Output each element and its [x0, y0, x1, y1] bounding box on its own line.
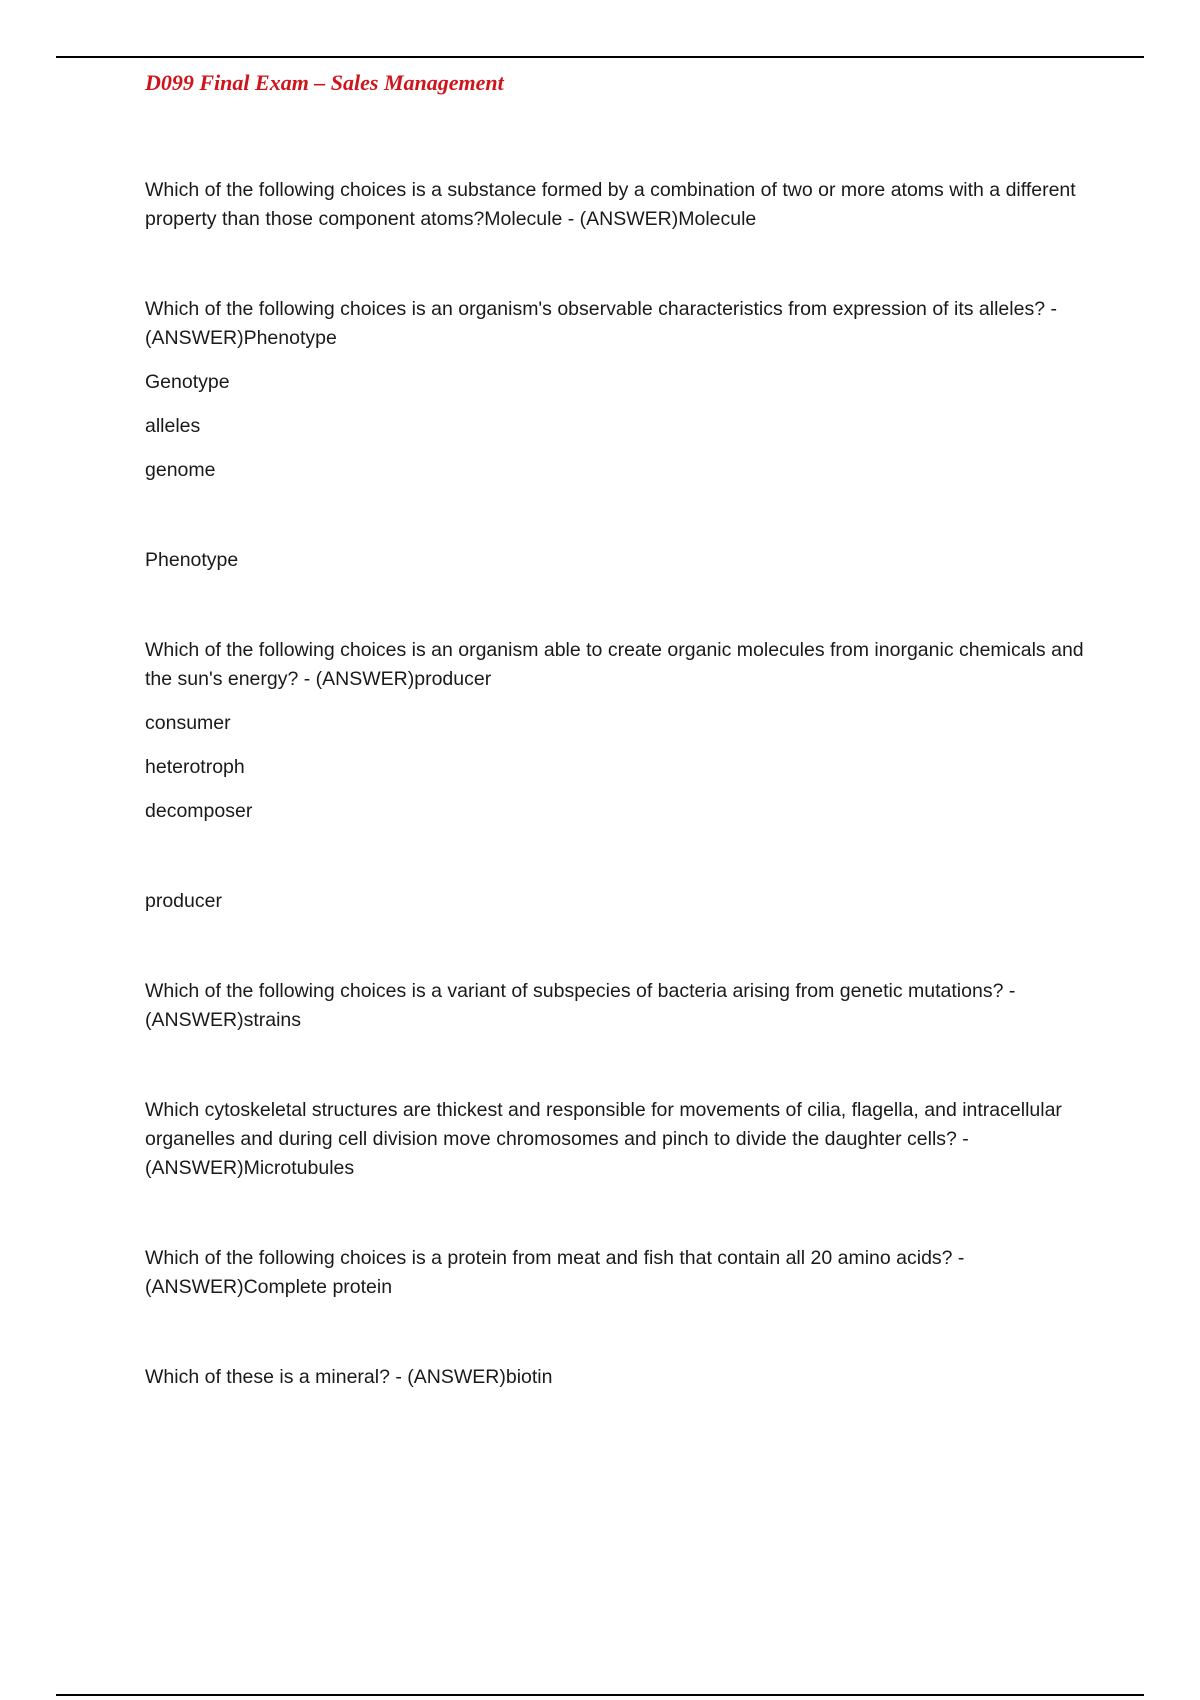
question-text: Which of the following choices is an organism's observable characteristics from expression of its alleles? - (ANSWER)Phenotype — [145, 298, 1057, 349]
header-rule — [56, 56, 1144, 58]
question-block-2 — [145, 295, 1095, 575]
document-title: D099 Final Exam – Sales Management — [145, 70, 504, 95]
question-block-6 — [145, 1244, 1095, 1302]
question-block-4 — [145, 977, 1095, 1035]
correct-answer: Phenotype — [145, 549, 239, 571]
answer-option: heterotroph — [145, 756, 245, 778]
question-text: Which cytoskeletal structures are thickest and responsible for movements of cilia, flagella, and intracellular organelles and during cell division move chromosomes and pinch to divide the daughter cells? - (ANSWER)Microtubules — [145, 1099, 1062, 1179]
correct-answer: producer — [145, 890, 222, 912]
question-block-3 — [145, 636, 1095, 916]
question-text: Which of the following choices is an organism able to create organic molecules from inorganic chemicals and the sun's energy? - (ANSWER)producer — [145, 639, 1084, 690]
question-block-5 — [145, 1096, 1095, 1183]
answer-option: alleles — [145, 415, 201, 437]
answer-option: decomposer — [145, 800, 253, 822]
question-block-7 — [145, 1363, 1095, 1392]
answer-option: consumer — [145, 712, 231, 734]
question-text: Which of the following choices is a protein from meat and fish that contain all 20 amino acids? - (ANSWER)Complete protein — [145, 1247, 965, 1298]
document-body — [145, 176, 1095, 1392]
question-block-1 — [145, 176, 1095, 234]
answer-option: Genotype — [145, 371, 230, 393]
question-text: Which of these is a mineral? - (ANSWER)biotin — [145, 1366, 553, 1388]
footer-rule — [56, 1694, 1144, 1696]
answer-option: genome — [145, 459, 216, 481]
question-text: Which of the following choices is a substance formed by a combination of two or more atoms with a different property than those component atoms?Molecule - (ANSWER)Molecule — [145, 179, 1076, 230]
question-text: Which of the following choices is a variant of subspecies of bacteria arising from genetic mutations? - (ANSWER)strains — [145, 980, 1016, 1031]
